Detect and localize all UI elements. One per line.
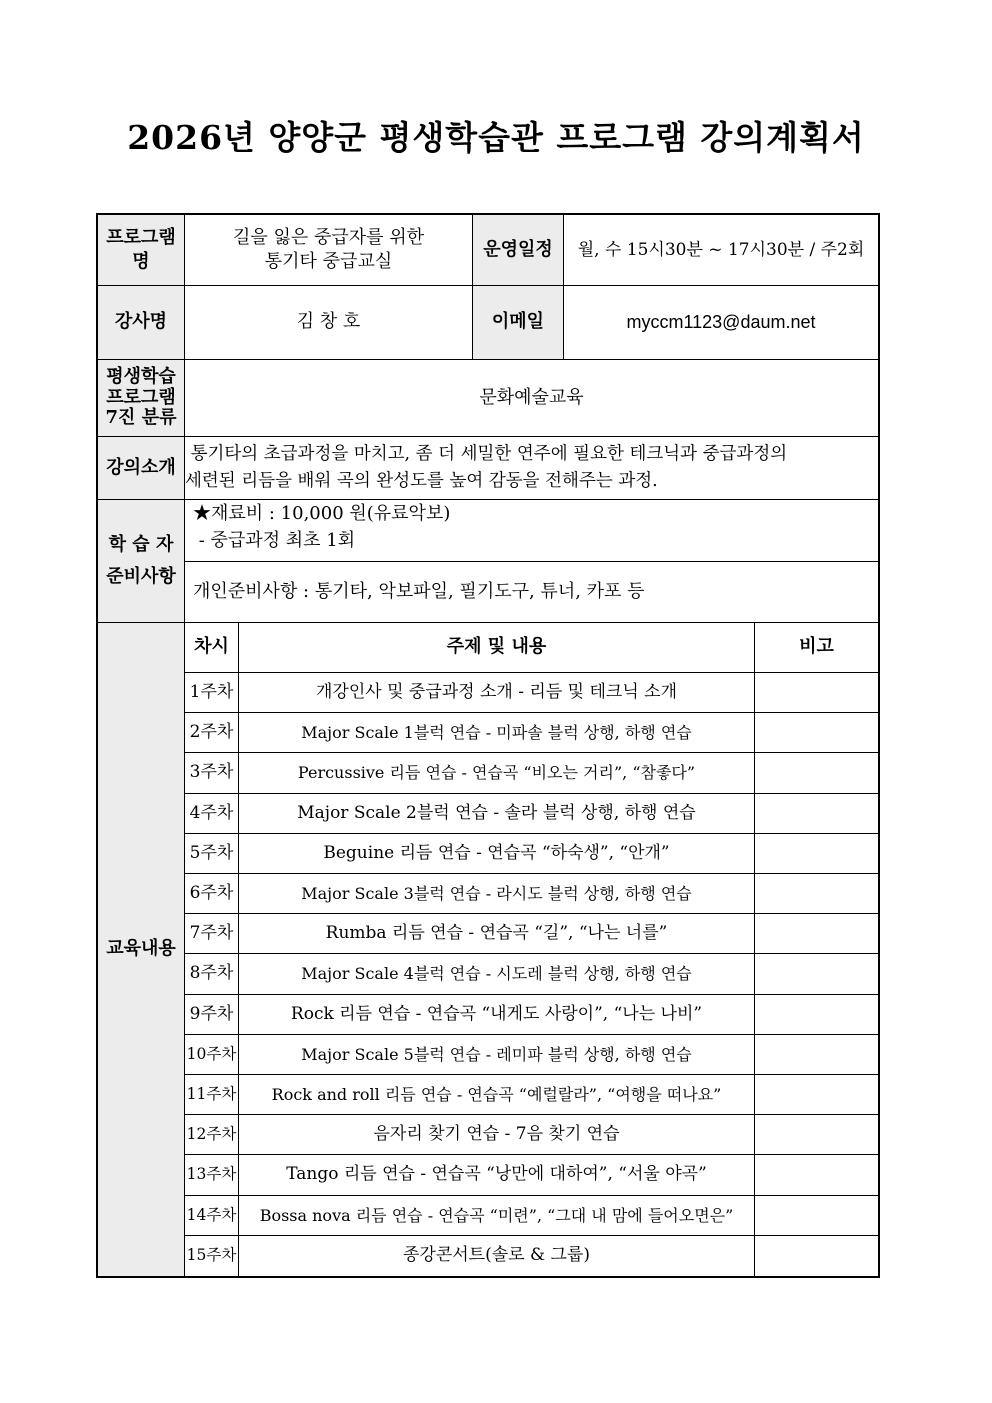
instructor-value: 김 창 호: [296, 311, 361, 333]
lecture-plan-form: [96, 213, 880, 1278]
preparation-label-line1: 학 습 자: [108, 533, 174, 555]
week-cell: 3주차: [189, 762, 234, 783]
note-cell: [755, 1035, 878, 1074]
material-fee-line1: ★재료비 : 10,000 원(유료악보): [193, 503, 451, 524]
topic-header: 주제 및 내용: [446, 636, 547, 658]
preparation-label: [98, 500, 184, 622]
week-cell: 9주차: [189, 1004, 234, 1025]
topic-cell: 개강인사 및 중급과정 소개 - 리듬 및 테크닉 소개: [316, 682, 677, 703]
topic-cell: 음자리 찾기 연습 - 7음 찾기 연습: [373, 1124, 620, 1145]
week-cell: 1주차: [189, 682, 234, 703]
schedule-value: 월, 수 15시30분 ~ 17시30분 / 주2회: [577, 239, 865, 260]
program-name-label: [98, 215, 184, 285]
note-cell: [755, 1196, 878, 1235]
topic-cell: Bossa nova 리듬 연습 - 연습곡 “미련”, “그대 내 맘에 들어오면은”: [259, 1205, 734, 1225]
note-cell: [755, 673, 878, 712]
note-cell: [755, 995, 878, 1034]
topic-cell: Major Scale 5블럭 연습 - 레미파 블럭 상행, 하행 연습: [301, 1044, 692, 1064]
category-value: 문화예술교육: [479, 386, 584, 408]
note-header: 비고: [799, 636, 834, 658]
material-fee: [185, 500, 878, 561]
week-cell: 8주차: [189, 963, 234, 984]
note-cell: [755, 753, 878, 792]
category-label-line2: 프로그램: [106, 386, 176, 408]
note-cell: [755, 874, 878, 913]
week-cell: 4주차: [189, 803, 234, 824]
email-value: myccm1123@daum.net: [626, 312, 816, 333]
category-label-line1: 평생학습: [106, 365, 176, 387]
week-cell: 7주차: [189, 923, 234, 944]
week-cell: 6주차: [189, 883, 234, 904]
preparation-label-line2: 준비사항: [106, 566, 176, 587]
topic-cell: Rumba 리듬 연습 - 연습곡 “길”, “나는 너를”: [325, 923, 668, 944]
topic-cell: 종강콘서트(솔로 & 그룹): [402, 1245, 590, 1266]
intro-label: 강의소개: [98, 437, 184, 499]
topic-cell: Rock 리듬 연습 - 연습곡 “내게도 사랑이”, “나는 나비”: [290, 1004, 703, 1025]
topic-cell: Major Scale 3블럭 연습 - 라시도 블럭 상행, 하행 연습: [301, 883, 692, 903]
week-cell: 10주차: [186, 1045, 237, 1064]
topic-cell: Rock and roll 리듬 연습 - 연습곡 “예럴랄라”, “여행을 떠나요”: [271, 1084, 722, 1104]
program-name-label-line1: 프로그램: [106, 226, 176, 248]
program-name-line2: 통기타 중급교실: [264, 251, 393, 272]
topic-cell: Beguine 리듬 연습 - 연습곡 “하숙생”, “안개”: [323, 843, 670, 864]
instructor-label: 강사명: [98, 286, 184, 359]
topic-cell: Major Scale 2블럭 연습 - 솔라 블럭 상행, 하행 연습: [297, 803, 696, 824]
schedule-table: [185, 623, 878, 1276]
program-name-value: [185, 215, 472, 285]
note-cell: [755, 1075, 878, 1114]
email-label: 이메일: [473, 286, 563, 359]
intro-line2: 세련된 리듬을 배워 곡의 완성도를 높여 감동을 전해주는 과정.: [185, 471, 658, 491]
week-cell: 12주차: [186, 1125, 237, 1144]
note-cell: [755, 954, 878, 993]
topic-cell: Percussive 리듬 연습 - 연습곡 “비오는 거리”, “참좋다”: [297, 762, 696, 782]
note-cell: [755, 834, 878, 873]
category-label: [98, 360, 184, 436]
week-cell: 15주차: [186, 1246, 237, 1265]
category-label-line3: 7진 분류: [105, 407, 177, 429]
topic-cell: Tango 리듬 연습 - 연습곡 “낭만에 대하여”, “서울 야곡”: [286, 1164, 707, 1185]
program-name-line1: 길을 잃은 중급자를 위한: [232, 226, 425, 248]
schedule-label: 운영일정: [473, 215, 563, 285]
week-cell: 2주차: [189, 722, 234, 743]
note-cell: [755, 1155, 878, 1194]
note-cell: [755, 794, 878, 833]
personal-preparation: 개인준비사항 : 통기타, 악보파일, 필기도구, 튜너, 카포 등: [193, 580, 645, 602]
week-cell: 11주차: [186, 1085, 237, 1104]
intro-value: [185, 437, 878, 499]
content-label: 교육내용: [98, 623, 184, 1276]
session-header: 차시: [194, 636, 229, 658]
intro-line1: 통기타의 초급과정을 마치고, 좀 더 세밀한 연주에 필요한 테크닉과 중급과정의: [185, 443, 788, 464]
note-cell: [755, 914, 878, 953]
week-cell: 14주차: [186, 1206, 237, 1225]
document-title: 2026년 양양군 평생학습관 프로그램 강의계획서: [127, 118, 865, 157]
topic-cell: Major Scale 4블럭 연습 - 시도레 블럭 상행, 하행 연습: [301, 963, 692, 983]
note-cell: [755, 1236, 878, 1275]
note-cell: [755, 1115, 878, 1154]
week-cell: 5주차: [189, 843, 234, 864]
week-cell: 13주차: [186, 1165, 237, 1184]
program-name-label-line2: 명: [132, 251, 150, 272]
material-fee-line2: - 중급과정 최초 1회: [193, 530, 356, 551]
note-cell: [755, 713, 878, 752]
topic-cell: Major Scale 1블럭 연습 - 미파솔 블럭 상행, 하행 연습: [301, 722, 692, 742]
